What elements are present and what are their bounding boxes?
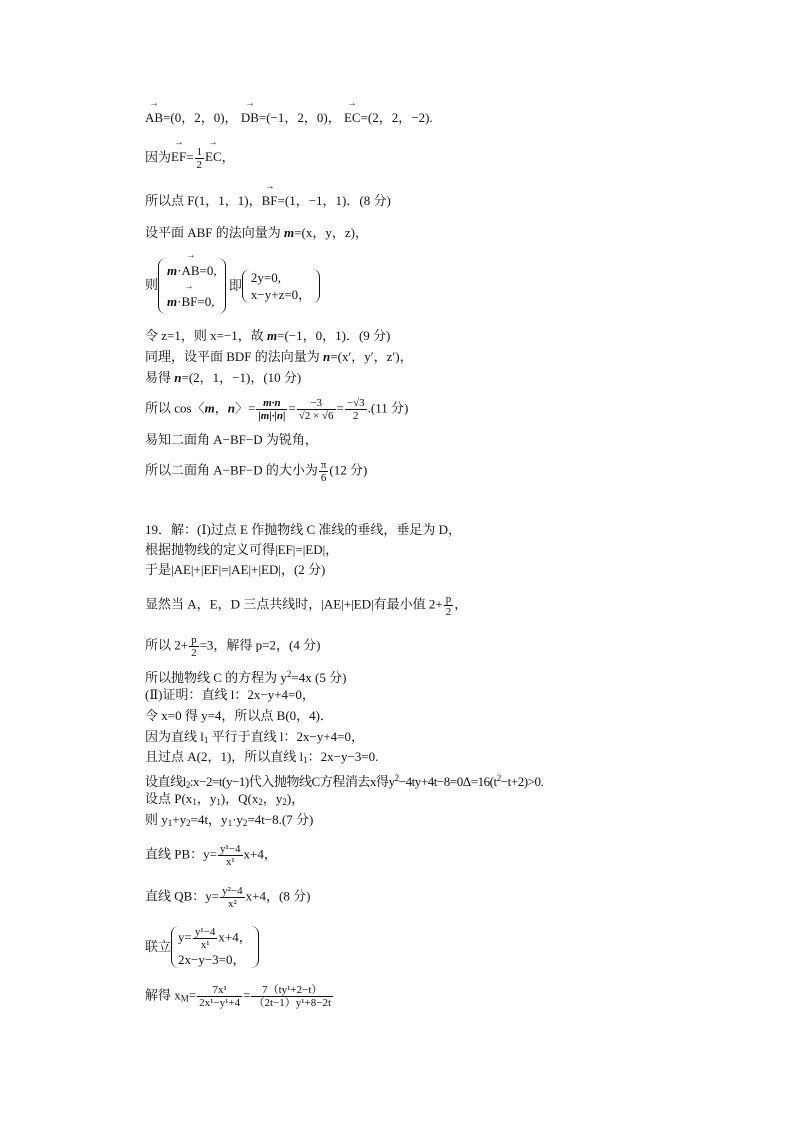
fraction-p-2	[444, 593, 454, 618]
subscript: 2	[186, 818, 191, 828]
fraction-result	[345, 397, 367, 422]
subscript: 2	[185, 780, 190, 790]
vector-ec: → EC	[344, 110, 361, 126]
vieta-line	[145, 812, 313, 831]
text-segment: (12 分)	[329, 462, 368, 478]
denominator: x²	[228, 898, 237, 910]
text-segment: 设平面 ABF 的法向量为	[145, 225, 285, 240]
line-l1-line	[145, 749, 378, 768]
text-segment: 所以 2+	[145, 637, 189, 653]
numerator: m·n	[256, 397, 287, 410]
text-segment: 则	[145, 276, 159, 292]
superscript: 2	[394, 773, 399, 783]
equation-row: 2y=0,	[250, 270, 281, 285]
subscript: 2	[242, 818, 248, 828]
m-result-line	[145, 328, 390, 344]
text-segment: 且过点 A(2，1)，所以直线 l	[145, 749, 304, 764]
subscript: 1	[167, 818, 173, 828]
system-equations-line	[145, 258, 320, 314]
numerator: p	[445, 593, 452, 605]
point-f-line	[145, 193, 391, 209]
numerator: 1	[196, 146, 203, 158]
text-segment: .(11 分)	[367, 400, 409, 416]
numerator: 7x¹	[197, 984, 242, 997]
equation-row: x−y+z=0，	[250, 287, 312, 302]
line-qb	[145, 885, 310, 910]
subscript: 2	[282, 797, 287, 807]
line-l2-line	[145, 770, 543, 793]
text-segment: =0,	[199, 263, 217, 278]
text-segment: =(2，1，−1)，(10 分)	[181, 370, 302, 385]
text-segment: x+4，	[218, 929, 252, 945]
text-segment: =(x，y，z)，	[294, 225, 368, 240]
denominator: 2	[191, 647, 197, 659]
numerator: p	[191, 634, 197, 646]
text-segment: =	[188, 987, 197, 1003]
fraction-pi-6	[319, 459, 329, 484]
text-segment: )，Q(x	[220, 791, 259, 806]
text-segment: :x−2=t(y−1)代入抛物线C方程消去x得y	[189, 774, 395, 789]
denominator: x¹	[225, 856, 235, 868]
text-segment: =4t，y	[190, 812, 228, 827]
vector-db-value: =(−1，2，0)，	[258, 110, 341, 125]
vector-ab: → AB	[145, 110, 163, 126]
text-segment: 所以点 F(1，1，1)，	[145, 193, 262, 208]
n-result-line	[145, 370, 301, 386]
subscript: 1	[303, 755, 308, 765]
subscript: 1	[192, 797, 197, 807]
subscript: 1	[227, 818, 233, 828]
denominator: （2t−1）y¹+8−2t	[253, 997, 332, 1009]
text-segment: 直线 PB：y=	[145, 846, 217, 862]
text-segment: y=	[178, 929, 192, 945]
text-segment: =3，解得 p=2，(4 分)	[199, 637, 321, 653]
line-l-line: (Ⅱ)证明：直线 l：2x−y+4=0，	[145, 687, 315, 702]
text-segment: 设点 P(x	[145, 791, 193, 806]
text-segment: =4t−8.(7 分)	[247, 812, 314, 827]
text-segment: 所以 cos〈	[145, 400, 205, 416]
simultaneous-line	[145, 926, 259, 968]
vector-ec-value: =(2，2，−2).	[360, 110, 433, 125]
text-segment: 同理，设平面 BDF 的法向量为	[145, 349, 324, 364]
vector-m: m	[167, 263, 178, 278]
acute-angle-line: 易知二面角 A−BF−D 为锐角，	[145, 432, 318, 447]
points-pq-line	[145, 791, 304, 810]
text-segment: ·y	[232, 812, 243, 827]
denominator: 2	[196, 159, 203, 171]
denominator: 2	[353, 410, 359, 422]
text-segment: =	[243, 987, 251, 1003]
denominator: 6	[320, 472, 327, 484]
text-segment: 即	[225, 278, 242, 293]
solve-p-line	[145, 634, 320, 659]
superscript: 2	[286, 669, 292, 679]
vector-m: m	[267, 328, 278, 343]
numerator: y²−4	[222, 885, 243, 897]
subscript: M	[180, 993, 189, 1004]
denominator: |m|·|n|	[258, 410, 286, 422]
sum-line: 于是|AE|+|EF|=|AE|+|ED|，(2 分)	[145, 562, 326, 577]
fraction-values	[297, 397, 336, 422]
normal-vector-m-line	[145, 225, 368, 241]
parallel-line	[145, 729, 364, 748]
text-segment: ：2x−y−3=0.	[307, 749, 379, 764]
text-segment: =(−1，0，1)．(9 分)	[277, 328, 391, 343]
numerator: y¹−4	[219, 843, 241, 855]
subscript: 1	[203, 735, 209, 745]
xm-fraction-2	[251, 984, 333, 1009]
vector-ab: → AB	[181, 262, 199, 279]
text-segment: x+4，	[243, 846, 277, 862]
fraction-p-2	[189, 634, 199, 659]
vector-values-line	[145, 110, 433, 126]
text-segment: x+4，(8 分)	[245, 888, 311, 904]
text-segment: 解得 x	[145, 987, 181, 1003]
vector-n: n	[323, 349, 331, 364]
denominator: √2 × √6	[298, 410, 334, 422]
text-segment: =(x′，y′，z′)，	[330, 349, 413, 364]
subscript: 1	[216, 797, 221, 807]
vector-m: m	[284, 225, 295, 240]
right-system	[242, 269, 320, 303]
denominator: 2	[445, 606, 452, 618]
point-b-line: 令 x=0 得 y=4，所以点 B(0，4)．	[145, 708, 333, 723]
text-segment: ，	[454, 596, 468, 612]
minimum-line	[145, 593, 467, 618]
vector-ec: → EC	[205, 149, 222, 165]
text-segment: 易得	[145, 370, 175, 385]
definition-line: 根据抛物线的定义可得|EF|=|ED|，	[145, 542, 339, 557]
equation-row: 2x−y−3=0，	[178, 952, 246, 967]
subscript: 2	[258, 797, 263, 807]
text-segment: =(1，−1，1)．(8 分)	[277, 193, 391, 208]
text-segment: ，y	[262, 791, 283, 806]
dot: ·	[177, 263, 182, 278]
equals-sign: =	[186, 149, 194, 165]
xm-fraction-1	[197, 984, 242, 1009]
cos-line: 所以 cos〈m，n〉= $\frac{m\cdot n}{|m|\cdot|n|}$ = $\frac{-3}{√2 \times √6}$ = $\frac{-√3}{2}$ .(11 分)	[145, 397, 409, 422]
text-segment: 则 y	[145, 812, 168, 827]
slope-fraction	[193, 926, 218, 951]
superscript: 2	[496, 773, 501, 783]
vector-n: n	[227, 400, 235, 416]
slope-fraction	[220, 885, 245, 910]
fraction-half	[195, 146, 205, 171]
vector-bf: → BF	[262, 193, 278, 209]
text-segment: +y	[172, 812, 187, 827]
vector-n: n	[174, 370, 182, 385]
left-system	[158, 258, 226, 314]
text-segment: ，	[214, 400, 228, 416]
denominator: 2x¹−y¹+4	[199, 997, 241, 1009]
vector-ab-value: =(0，2，0)，	[163, 110, 238, 125]
fraction-mn	[256, 397, 287, 422]
text-segment: =0,	[197, 294, 215, 309]
line-pb	[145, 843, 277, 868]
vector-ef: → EF	[171, 149, 186, 165]
text-segment: 显然当 A，E，D 三点共线时，|AE|+|ED|有最小值 2+	[145, 596, 443, 612]
slope-fraction	[218, 843, 243, 868]
text-segment: 设直线l	[145, 774, 186, 789]
text-segment: ，y	[196, 791, 217, 806]
text-segment: ，	[221, 149, 235, 165]
normal-vector-n-line	[145, 349, 413, 365]
ef-relation-line	[145, 146, 235, 171]
text-segment: 直线 QB：y=	[145, 888, 220, 904]
text-segment: 令 z=1，则 x=−1，故	[145, 328, 268, 343]
numerator: y¹−4	[194, 926, 216, 938]
text-segment: =4x (5 分)	[291, 670, 347, 685]
vector-m: m	[204, 400, 215, 416]
text-segment: 平行于直线 l：2x−y+4=0，	[208, 729, 364, 744]
parabola-equation-line	[145, 666, 346, 686]
dot: ·	[177, 294, 182, 309]
text-segment: 联立	[145, 939, 172, 954]
vector-bf: → BF	[181, 293, 197, 310]
text-segment: 所以抛物线 C 的方程为 y	[145, 670, 287, 685]
text-segment: 〉=	[234, 400, 256, 416]
numerator: π	[320, 459, 327, 471]
text-segment: −t+2)>0.	[500, 774, 544, 789]
numerator: −√3	[346, 397, 365, 409]
problem-19-heading: 19．解：(Ⅰ)过点 E 作抛物线 C 准线的垂线，垂足为 D，	[145, 522, 462, 537]
text-segment: )，	[286, 791, 305, 806]
numerator: −3	[297, 397, 336, 410]
vector-db: → DB	[241, 110, 259, 126]
vector-m: m	[167, 294, 178, 309]
simultaneous-system	[171, 926, 259, 968]
angle-size-line	[145, 459, 367, 484]
numerator: 7（ty¹+2−t）	[251, 984, 333, 997]
text-segment: 所以二面角 A−BF−D 的大小为	[145, 462, 318, 478]
text-segment: −4ty+4t−8=0Δ=16(t	[398, 774, 497, 789]
denominator: x¹	[200, 939, 210, 951]
text-segment: 因为	[145, 149, 172, 165]
solution-xm-line	[145, 984, 334, 1009]
text-segment: 因为直线 l	[145, 729, 204, 744]
